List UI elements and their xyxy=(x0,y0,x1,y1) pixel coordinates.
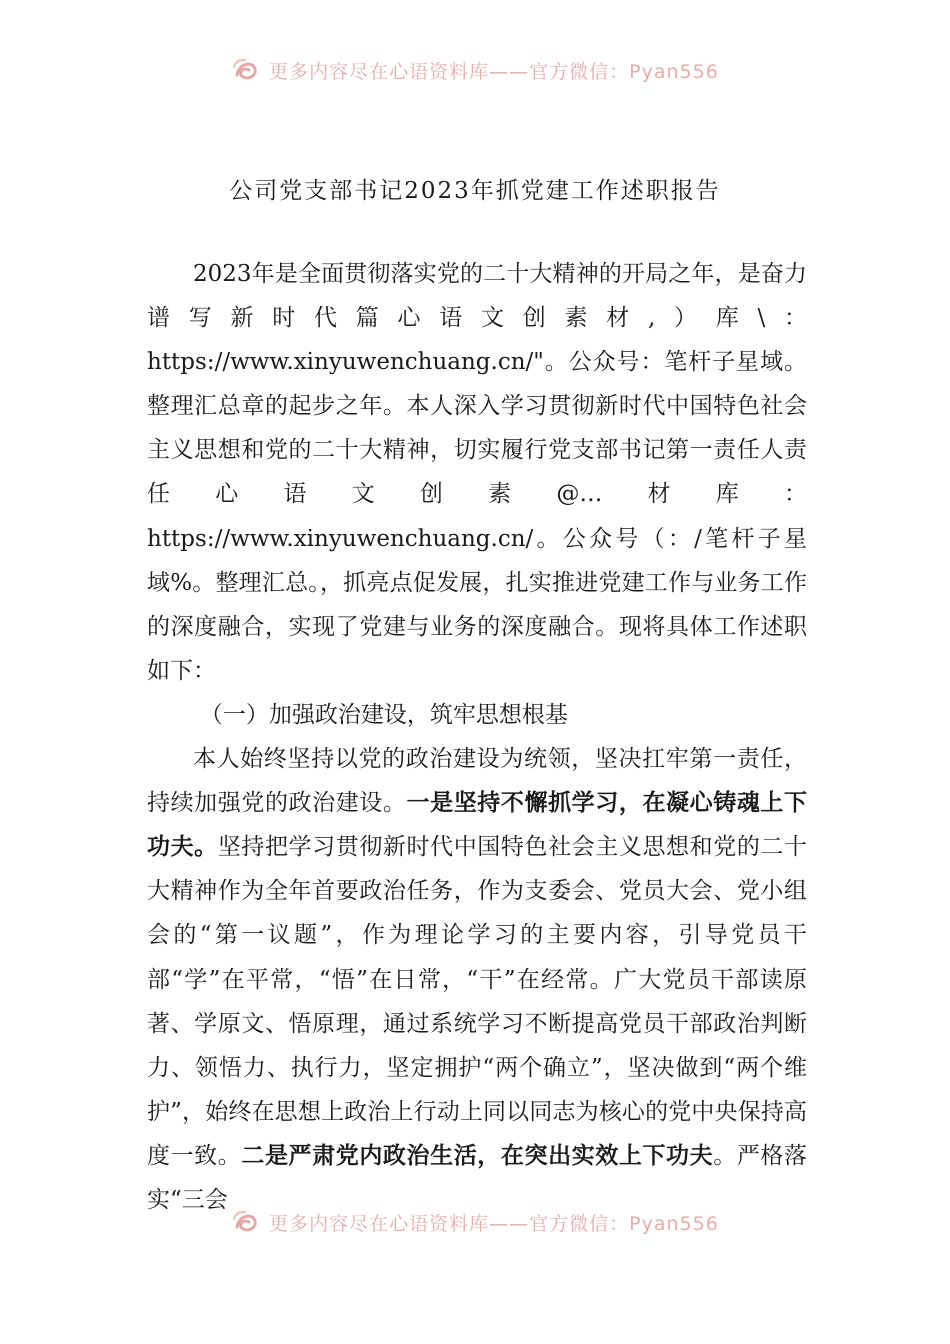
section-heading: （一）加强政治建设，筑牢思想根基 xyxy=(199,701,568,728)
body-paragraph xyxy=(147,737,807,1222)
bold-lead-2: 二是严肃党内政治生活，在突出实效上下功夫 xyxy=(241,1141,714,1169)
watermark-text: 更多内容尽在心语资料库——官方微信：Pyan556 xyxy=(269,1212,719,1235)
swirl-logo-icon xyxy=(231,55,261,85)
watermark-banner-top xyxy=(0,50,950,90)
watermark-banner-bottom xyxy=(0,1202,950,1242)
paragraph-text: 。严格落实“三会 xyxy=(147,1142,808,1213)
page-title: 公司党支部书记2023年抓党建工作述职报告 xyxy=(229,178,721,204)
paragraph-text: 本人始终坚持以党的政治建设为统领，坚决扛牢第一责任，持续加强党的政治建设。 xyxy=(147,746,807,817)
watermark-text: 更多内容尽在心语资料库——官方微信：Pyan556 xyxy=(269,60,719,83)
bold-lead-1: 一是坚持不懈抓学习，在凝心铸魂上下功夫。 xyxy=(147,789,808,861)
document-body xyxy=(147,252,807,1222)
intro-paragraph: 2023年是全面贯彻落实党的二十大精神的开局之年，是奋力谱写新时代篇心语文创素材,）库\：https://www.xinyuwenchuang.cn/"。公众号：笔杆子星域。整理汇总章的起步之年。本人深入学习贯彻新时代中国特色社会主义思想和党的二十大精神，切实履行党支部书记第一责任人责任心语文创素@…材库：https://www.xinyuwenchuang.cn/。公众号（：/笔杆子星域%。整理汇总。，抓亮点促发展，扎实推进党建工作与业务工作的深度融合，实现了党建与业务的深度融合。现将具体工作述职如下： xyxy=(147,261,807,684)
paragraph-text: 坚持把学习贯彻新时代中国特色社会主义思想和党的二十大精神作为全年首要政治任务，作为支委会、党员大会、党小组会的“第一议题”，作为理论学习的主要内容，引导党员干部“学”在平常，“悟”在日常，“干”在经常。广大党员干部读原著、学原文、悟原理，通过系统学习不断提高党员干部政治判断力、领悟力、执行力，坚定拥护“两个确立”，坚决做到“两个维护”，始终在思想上政治上行动上同以同志为核心的党中央保持高度一致。 xyxy=(147,834,808,1169)
swirl-logo-icon xyxy=(231,1207,261,1237)
